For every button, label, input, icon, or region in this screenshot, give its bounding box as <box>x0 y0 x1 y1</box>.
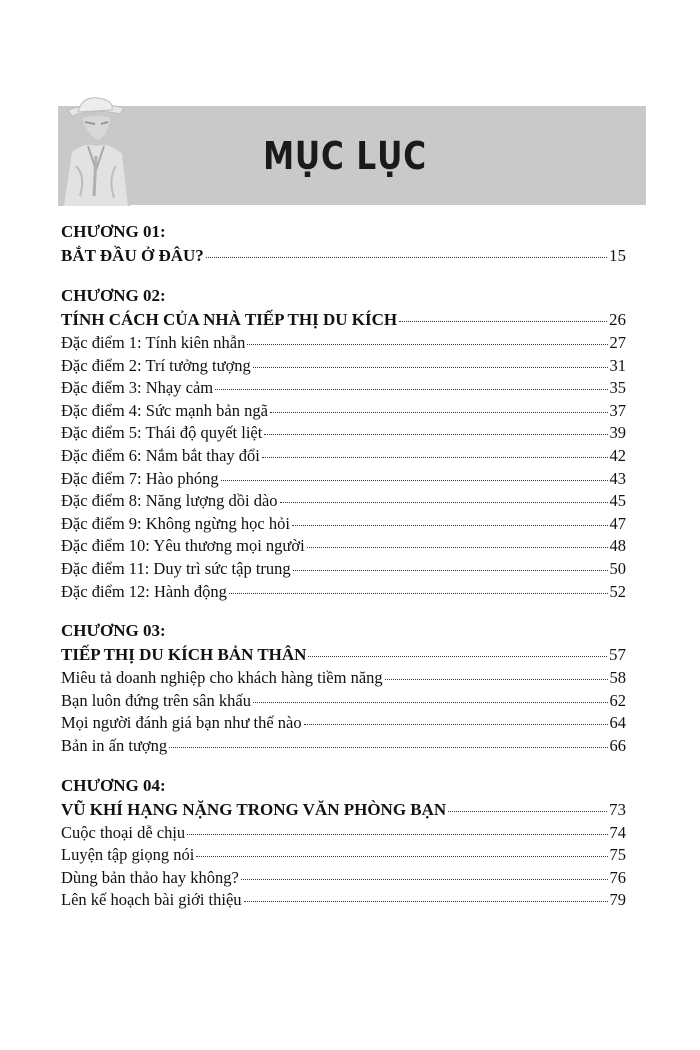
entry-title: Đặc điểm 10: Yêu thương mọi người <box>61 536 305 556</box>
toc-entry[interactable] <box>61 690 626 713</box>
entry-title: BẮT ĐẦU Ở ĐÂU? <box>61 246 204 265</box>
dot-leader <box>244 901 608 902</box>
dot-leader <box>385 679 608 680</box>
entry-title: Đặc điểm 1: Tính kiên nhẫn <box>61 333 246 352</box>
dot-leader <box>293 570 608 571</box>
page-number: 31 <box>609 355 626 375</box>
dot-leader <box>229 593 608 594</box>
entry-title: Đặc điểm 7: Hào phóng <box>61 468 219 488</box>
toc-entry[interactable] <box>61 581 626 604</box>
entry-title: Đặc điểm 5: Thái độ quyết liệt <box>61 423 263 443</box>
page-number: 76 <box>609 867 626 887</box>
entry-title: Cuộc thoại dễ chịu <box>61 822 186 842</box>
page-number: 50 <box>609 558 626 578</box>
toc-entry[interactable] <box>61 468 626 491</box>
toc-entry[interactable] <box>61 513 626 536</box>
page-number: 79 <box>609 890 626 910</box>
toc-entry[interactable] <box>61 867 626 890</box>
toc-entry[interactable] <box>61 445 626 468</box>
page-number: 57 <box>609 645 626 665</box>
dot-leader <box>399 321 607 322</box>
page-number: 35 <box>609 378 626 398</box>
table-of-contents <box>61 220 626 928</box>
chapter-title-entry[interactable] <box>61 798 626 822</box>
dot-leader <box>253 367 608 368</box>
dot-leader <box>215 389 607 390</box>
chapter-block <box>61 220 626 268</box>
entry-title: Đặc điểm 9: Không ngừng học hỏi <box>61 513 290 533</box>
page-number: 48 <box>609 536 626 556</box>
chapter-block <box>61 284 626 603</box>
dot-leader <box>241 879 608 880</box>
entry-title: Đặc điểm 6: Nắm bắt thay đổi <box>61 445 260 465</box>
dot-leader <box>253 702 608 703</box>
entry-title: TIẾP THỊ DU KÍCH BẢN THÂN <box>61 645 307 665</box>
page-number: 45 <box>609 491 626 511</box>
chapter-block <box>61 774 626 912</box>
toc-entry[interactable] <box>61 332 626 355</box>
entry-title: Đặc điểm 3: Nhạy cảm <box>61 378 214 398</box>
entry-title: Lên kế hoạch bài giới thiệu <box>61 890 242 910</box>
entry-title: Bản in ấn tượng <box>61 735 168 755</box>
dot-leader <box>206 257 607 258</box>
page-number: 26 <box>609 310 626 329</box>
chapter-title-entry[interactable] <box>61 308 626 332</box>
dot-leader <box>196 856 607 857</box>
chapter-label: CHƯƠNG 03: <box>61 621 166 641</box>
entry-title: TÍNH CÁCH CỦA NHÀ TIẾP THỊ DU KÍCH <box>61 310 398 329</box>
entry-title: Đặc điểm 2: Trí tưởng tượng <box>61 355 251 375</box>
page-number: 39 <box>609 423 626 443</box>
dot-leader <box>270 412 608 413</box>
toc-entry[interactable] <box>61 667 626 690</box>
dot-leader <box>221 480 608 481</box>
entry-title: Miêu tả doanh nghiệp cho khách hàng tiềm năng <box>61 668 383 688</box>
entry-title: Đặc điểm 12: Hành động <box>61 581 227 601</box>
dot-leader <box>280 502 608 503</box>
page-number: 27 <box>609 333 626 352</box>
page-number: 47 <box>609 513 626 533</box>
dot-leader <box>262 457 608 458</box>
page-number: 52 <box>609 581 626 601</box>
entry-title: Đặc điểm 8: Năng lượng dồi dào <box>61 491 278 511</box>
page-number: 37 <box>609 400 626 420</box>
entry-title: VŨ KHÍ HẠNG NẶNG TRONG VĂN PHÒNG BẠN <box>61 799 447 819</box>
chapter-label: CHƯƠNG 02: <box>61 286 166 305</box>
page-number: 42 <box>609 445 626 465</box>
dot-leader <box>448 811 607 812</box>
toc-entry[interactable] <box>61 400 626 423</box>
chapter-label: CHƯƠNG 04: <box>61 775 166 795</box>
toc-entry[interactable] <box>61 558 626 581</box>
entry-title: Đặc điểm 4: Sức mạnh bản ngã <box>61 400 268 420</box>
page-number: 58 <box>609 668 626 688</box>
chapter-block <box>61 619 626 757</box>
toc-entry[interactable] <box>61 535 626 558</box>
page-number: 43 <box>609 468 626 488</box>
entry-title: Bạn luôn đứng trên sân khấu <box>61 690 251 710</box>
toc-entry[interactable] <box>61 889 626 912</box>
entry-title: Luyện tập giọng nói <box>61 845 195 865</box>
chapter-title-entry[interactable] <box>61 244 626 268</box>
page-number: 66 <box>609 735 626 755</box>
dot-leader <box>247 344 607 345</box>
toc-entry[interactable] <box>61 355 626 378</box>
dot-leader <box>304 724 608 725</box>
toc-entry[interactable] <box>61 490 626 513</box>
toc-entry[interactable] <box>61 377 626 400</box>
chapter-label: CHƯƠNG 01: <box>61 222 166 241</box>
toc-entry[interactable] <box>61 735 626 758</box>
page-number: 74 <box>609 822 626 842</box>
toc-entry[interactable] <box>61 422 626 445</box>
page-number: 75 <box>609 845 626 865</box>
entry-title: Đặc điểm 11: Duy trì sức tập trung <box>61 558 291 578</box>
toc-entry[interactable] <box>61 822 626 845</box>
man-in-hat-silhouette-icon <box>58 96 130 206</box>
dot-leader <box>292 525 608 526</box>
toc-entry[interactable] <box>61 712 626 735</box>
page-title: MỤC LỤC <box>263 133 427 178</box>
page-number: 64 <box>609 713 626 733</box>
toc-entry[interactable] <box>61 844 626 867</box>
page-number: 73 <box>609 799 626 819</box>
chapter-title-entry[interactable] <box>61 643 626 667</box>
dot-leader <box>169 747 607 748</box>
dot-leader <box>307 547 608 548</box>
dot-leader <box>264 434 607 435</box>
page-number: 62 <box>609 690 626 710</box>
dot-leader <box>308 656 607 657</box>
page-number: 15 <box>609 246 626 265</box>
entry-title: Mọi người đánh giá bạn như thế nào <box>61 713 302 733</box>
entry-title: Dùng bản thảo hay không? <box>61 867 239 887</box>
dot-leader <box>187 834 607 835</box>
